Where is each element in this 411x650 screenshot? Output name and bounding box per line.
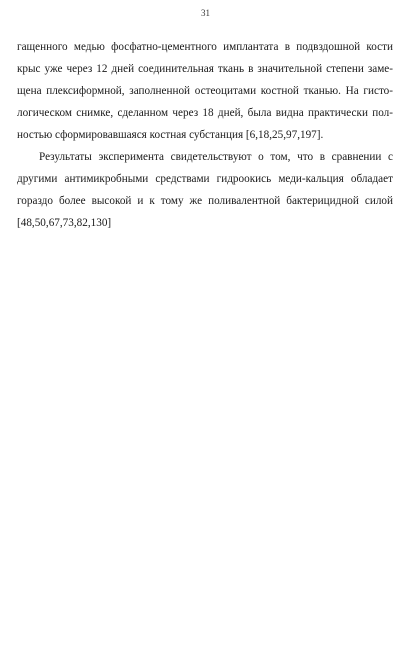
paragraph-line: другими антимикробными средствами гидроокись меди-кальция обладает bbox=[17, 173, 393, 185]
paragraph-line: гораздо более высокой и к тому же поливалентной бактерицидной силой bbox=[17, 195, 393, 207]
page-number: 31 bbox=[201, 8, 210, 18]
paragraph-line: [48,50,67,73,82,130] bbox=[17, 217, 112, 229]
paragraph-line: щена плексиформной, заполненной остеоцитами костной тканью. На гисто- bbox=[17, 85, 393, 97]
paragraph-line: гащенного медью фосфатно-цементного имплантата в подвздошной кости bbox=[17, 41, 393, 53]
paragraph-line: крыс уже через 12 дней соединительная ткань в значительной степени заме- bbox=[17, 63, 393, 75]
paragraph-line: ностью сформировавшаяся костная субстанция [6,18,25,97,197]. bbox=[17, 129, 324, 141]
paragraph-line: Результаты эксперимента свидетельствуют о том, что в сравнении с bbox=[39, 151, 393, 163]
paragraph-line: логическом снимке, сделанном через 18 дней, была видна практически пол- bbox=[17, 107, 393, 119]
